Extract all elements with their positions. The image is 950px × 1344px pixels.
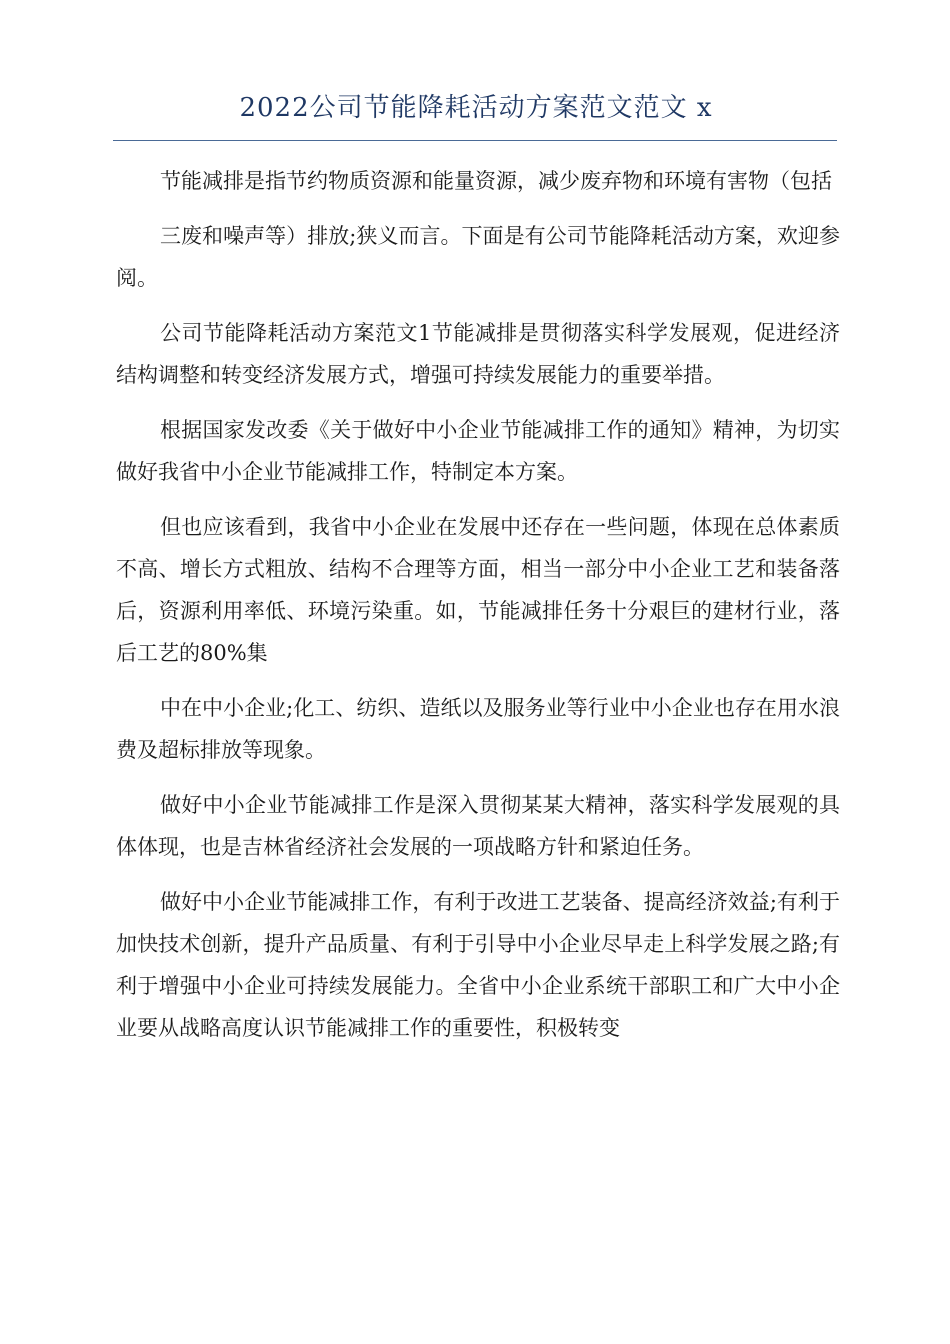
paragraph: 中在中小企业;化工、纺织、造纸以及服务业等行业中小企业也存在用水浪费及超标排放等现象。 xyxy=(116,696,840,762)
paragraph: 根据国家发改委《关于做好中小企业节能减排工作的通知》精神，为切实做好我省中小企业节能减排工作，特制定本方案。 xyxy=(116,418,840,484)
paragraph: 但也应该看到，我省中小企业在发展中还存在一些问题，体现在总体素质不高、增长方式粗放、结构不合理等方面，相当一部分中小企业工艺和装备落后，资源利用率低、环境污染重。如，节能减排任务十分艰巨的建材行业，落后工艺的80%集 xyxy=(116,515,840,665)
paragraph: 做好中小企业节能减排工作是深入贯彻某某大精神，落实科学发展观的具体体现，也是吉林省经济社会发展的一项战略方针和紧迫任务。 xyxy=(116,793,840,859)
paragraph: 节能减排是指节约物质资源和能量资源，减少废弃物和环境有害物（包括 xyxy=(160,169,832,193)
title-divider xyxy=(113,140,837,141)
paragraph: 公司节能降耗活动方案范文1节能减排是贯彻落实科学发展观，促进经济结构调整和转变经济发展方式，增强可持续发展能力的重要举措。 xyxy=(116,321,840,387)
document-body xyxy=(116,160,840,1062)
document-title: 2022公司节能降耗活动方案范文范文 x xyxy=(239,93,713,123)
paragraph: 做好中小企业节能减排工作，有利于改进工艺装备、提高经济效益;有利于加快技术创新，提升产品质量、有利于引导中小企业尽早走上科学发展之路;有利于增强中小企业可持续发展能力。全省中小企业系统干部职工和广大中小企业要从战略高度认识节能减排工作的重要性，积极转变 xyxy=(116,890,840,1040)
paragraph: 三废和噪声等）排放;狭义而言。下面是有公司节能降耗活动方案，欢迎参阅。 xyxy=(116,224,840,290)
